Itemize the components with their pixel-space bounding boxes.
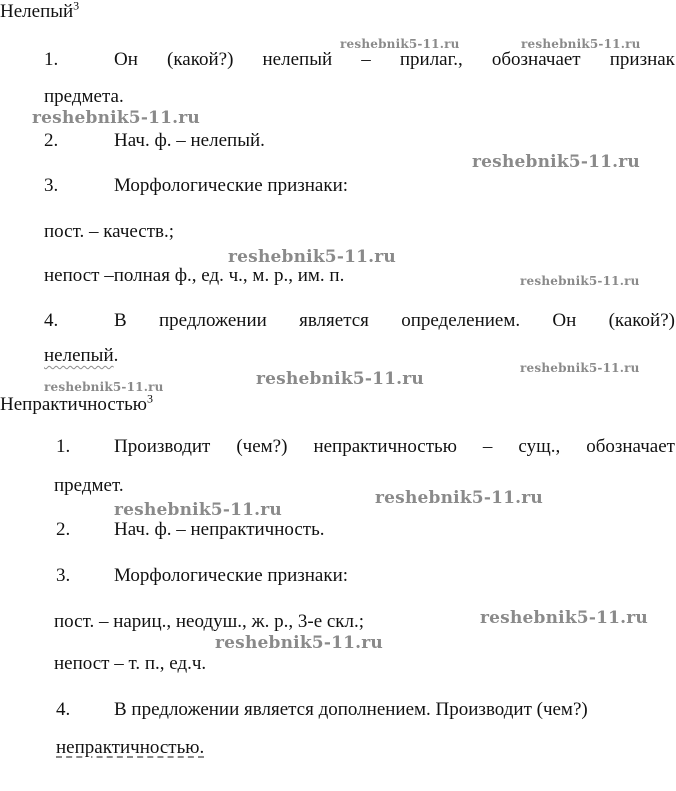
item-number: 1. — [44, 49, 59, 70]
analysis-line: В предложении является дополнением. Производит (чем?) — [114, 699, 588, 720]
watermark: reshebnik5-11.ru — [521, 37, 641, 51]
item-number: 3. — [56, 565, 71, 586]
heading-word-1: Нелепый$^3$ — [0, 0, 80, 22]
analysis-line: непост – т. п., ед.ч. — [54, 653, 207, 674]
heading-word-2: Непрактичностью$^3$ — [0, 391, 153, 415]
analysis-line: Он (какой?) нелепый – прилаг., обозначает признак — [114, 49, 675, 70]
item-number: 2. — [56, 519, 71, 540]
watermark: reshebnik5-11.ru — [114, 500, 282, 520]
analysis-line: Нач. ф. – непрактичность. — [114, 519, 325, 540]
watermark: reshebnik5-11.ru — [375, 488, 543, 508]
analysis-line: пост. – качеств.; — [44, 221, 175, 242]
watermark: reshebnik5-11.ru — [340, 37, 460, 51]
watermark: reshebnik5-11.ru — [44, 380, 164, 394]
analysis-line: предмет. — [54, 475, 124, 496]
analysis-line: пост. – нариц., неодуш., ж. р., 3-е скл.; — [54, 611, 365, 632]
analysis-line: В предложении является определением. Он (какой?) — [114, 310, 675, 331]
analysis-line: предмета. — [44, 86, 124, 107]
watermark: reshebnik5-11.ru — [228, 247, 396, 267]
analysis-line: Морфологические признаки: — [114, 565, 349, 586]
watermark: reshebnik5-11.ru — [480, 608, 648, 628]
analysis-line: непост –полная ф., ед. ч., м. р., им. п. — [44, 265, 345, 286]
analysis-line: Морфологические признаки: — [114, 175, 349, 196]
item-number: 1. — [56, 436, 71, 457]
item-number: 4. — [56, 699, 71, 720]
watermark: reshebnik5-11.ru — [215, 633, 383, 653]
watermark: reshebnik5-11.ru — [256, 369, 424, 389]
watermark: reshebnik5-11.ru — [520, 361, 640, 375]
item-number: 3. — [44, 175, 59, 196]
watermark: reshebnik5-11.ru — [472, 152, 640, 172]
analysis-line: Нач. ф. – нелепый. — [114, 130, 265, 151]
item-number: 4. — [44, 310, 59, 331]
watermark: reshebnik5-11.ru — [520, 274, 640, 288]
watermark: reshebnik5-11.ru — [32, 108, 200, 128]
analysis-line: непрактичностью. — [56, 737, 205, 758]
analysis-line: нелепый. — [44, 345, 119, 366]
analysis-line: Производит (чем?) непрактичностью – сущ., обозначает — [114, 436, 675, 457]
item-number: 2. — [44, 130, 59, 151]
